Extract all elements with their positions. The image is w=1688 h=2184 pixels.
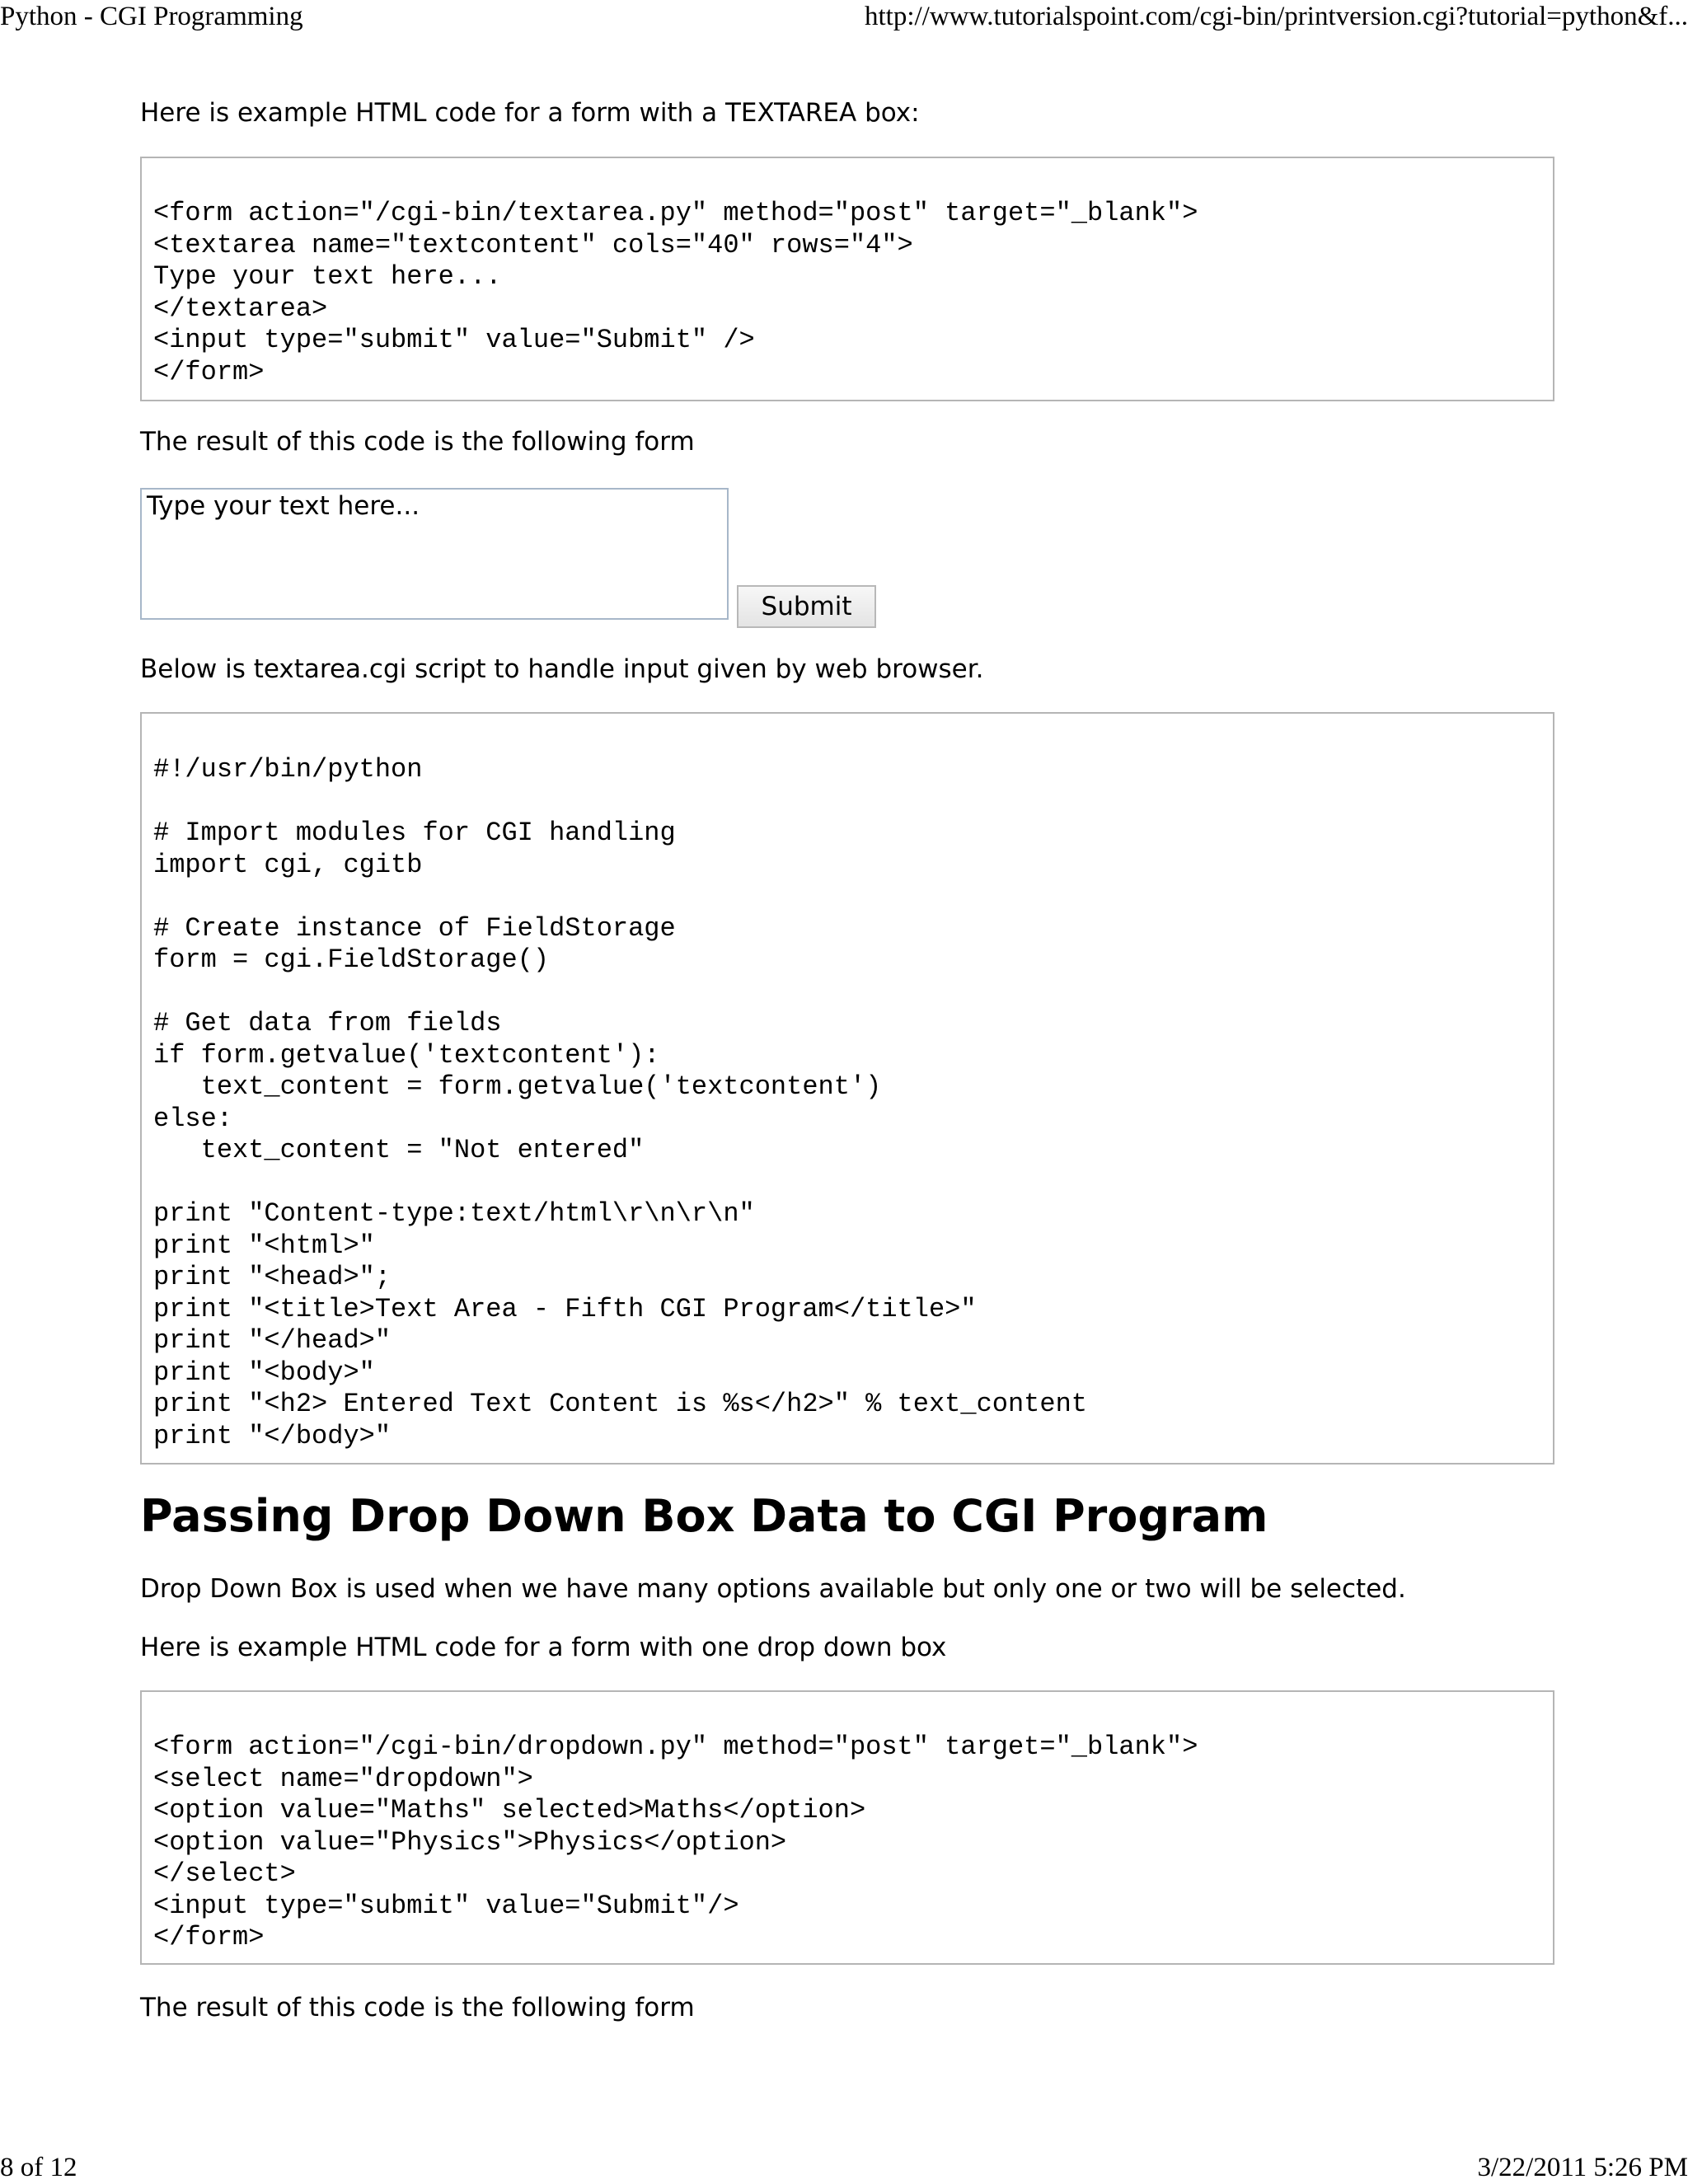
dropdown-description: Drop Down Box is used when we have many options available but only one or two will be selected. <box>140 1574 1406 1604</box>
print-footer-page: 8 of 12 <box>0 2153 77 2182</box>
textarea-script-intro: Below is textarea.cgi script to handle input given by web browser. <box>140 654 984 684</box>
textarea-script-code-box <box>140 712 1554 1465</box>
textarea-result-text: The result of this code is the following form <box>140 427 695 457</box>
print-footer-datetime: 3/22/2011 5:26 PM <box>1477 2153 1688 2182</box>
textarea-script-code: #!/usr/bin/python # Import modules for CGI handling import cgi, cgitb # Create instance of FieldStorage form = cgi.FieldStorage() # Get data from fields if form.getvalue('textcontent'): text_content = form.getvalue('textcontent') else: text_content = "Not entered" print "Content-type:text/html\r\n\r\n" print "<html>" print "<head>"; print "<title>Text Area - Fifth CGI Program</title>" print "</head>" print "<body>" print "<h2> Entered Text Content is %s</h2>" % text_content print "</body>" <box>153 754 1087 1451</box>
print-header-url: http://www.tutorialspoint.com/cgi-bin/printversion.cgi?tutorial=python&f... <box>865 2 1688 31</box>
dropdown-html-code-box <box>140 1690 1554 1965</box>
dropdown-result-text: The result of this code is the following form <box>140 1993 695 2022</box>
dropdown-intro: Here is example HTML code for a form with one drop down box <box>140 1633 947 1662</box>
textarea-intro: Here is example HTML code for a form with a TEXTAREA box: <box>140 98 920 128</box>
textarea-html-code: <form action="/cgi-bin/textarea.py" method="post" target="_blank"> <textarea name="textcontent" cols="40" rows="4"> Type your text here... </textarea> <input type="submit" value="Submit" /> </form> <box>153 198 1198 387</box>
dropdown-html-code: <form action="/cgi-bin/dropdown.py" method="post" target="_blank"> <select name="dropdown"> <option value="Maths" selected>Maths</option> <option value="Physics">Physics</option> </select> <input type="submit" value="Submit"/> </form> <box>153 1732 1198 1952</box>
demo-textarea[interactable] <box>140 488 729 620</box>
print-header-title: Python - CGI Programming <box>0 2 303 31</box>
textarea-html-code-box <box>140 157 1554 401</box>
dropdown-section-heading: Passing Drop Down Box Data to CGI Program <box>140 1490 1268 1542</box>
demo-submit-button[interactable]: Submit <box>737 585 876 628</box>
